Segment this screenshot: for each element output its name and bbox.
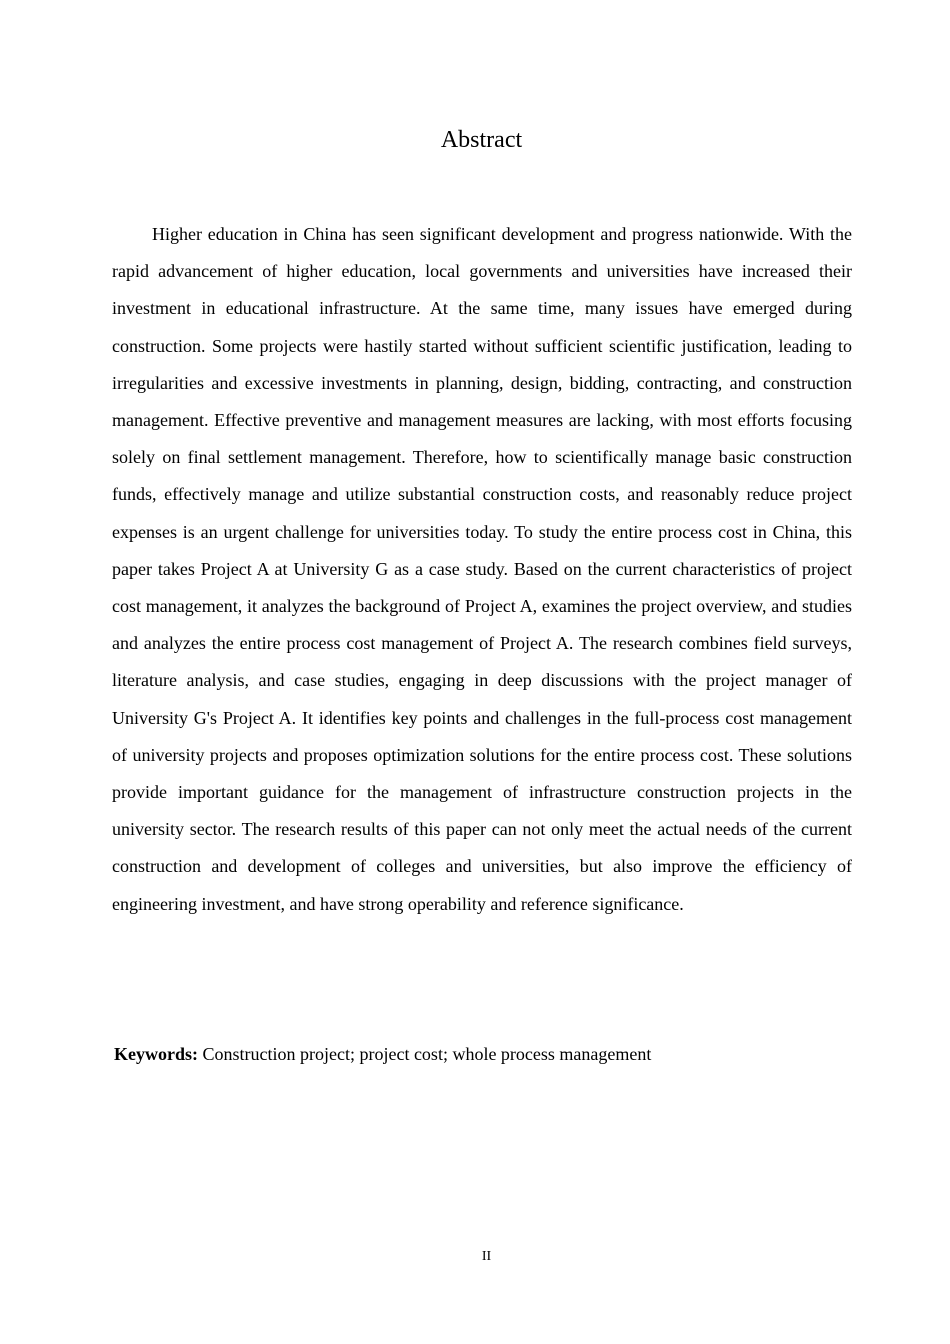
page-number: II xyxy=(481,1249,492,1264)
keywords-text: Construction project; project cost; whole process management xyxy=(202,1044,652,1064)
abstract-paragraph: Higher education in China has seen significant development and progress nationwide. With the rapid advancement of higher education, local governments and universities have increased their investment in educational infrastructure. At the same time, many issues have emerged during construction. Some projects were hastily started without sufficient scientific justification, leading to irregularities and excessive investments in planning, design, bidding, contracting, and construction management. Effective preventive and management measures are lacking, with most efforts focusing solely on final settlement management. Therefore, how to scientifically manage basic construction funds, effectively manage and utilize substantial construction costs, and reasonably reduce project expenses is an urgent challenge for universities today. To study the entire process cost in China, this paper takes Project A at University G as a case study. Based on the current characteristics of project cost management, it analyzes the background of Project A, examines the project overview, and studies and analyzes the entire process cost management of Project A. The research combines field surveys, literature analysis, and case studies, engaging in deep discussions with the project manager of University G's Project A. It identifies key points and challenges in the full-process cost management of university projects and proposes optimization solutions for the entire process cost. These solutions provide important guidance for the management of infrastructure construction projects in the university sector. The research results of this paper can not only meet the actual needs of the current construction and development of colleges and universities, but also improve the efficiency of engineering investment, and have strong operability and reference significance. xyxy=(112,224,852,914)
page-title: Abstract xyxy=(440,127,523,153)
keywords-line xyxy=(114,1039,854,1069)
keywords-label: Keywords: xyxy=(114,1044,198,1064)
